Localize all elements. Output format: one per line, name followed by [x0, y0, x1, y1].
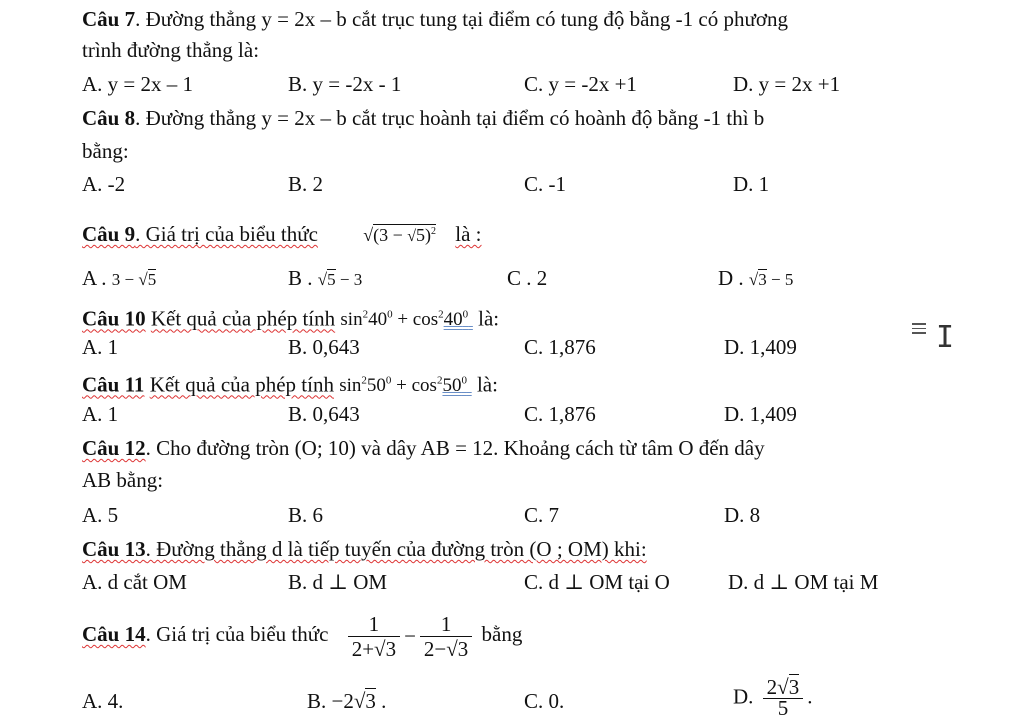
- q10-option-d: D. 1,409: [724, 335, 797, 359]
- q14-option-b-label: B.: [307, 689, 327, 713]
- q9-option-a-label: A .: [82, 266, 107, 290]
- q13-option-d: D. d ⊥ OM tại M: [728, 570, 879, 594]
- q14-option-c: C. 0.: [524, 689, 565, 713]
- q13-text: . Đường thẳng d là tiếp tuyến của đường tròn (O ; OM) khi:: [145, 537, 647, 561]
- q11-option-a: A. 1: [82, 402, 119, 426]
- q9-expression: $√(3 - √5)^2$: [363, 225, 437, 245]
- text-cursor-icon: I: [936, 320, 955, 355]
- q14-text: . Giá trị của biểu thức: [145, 622, 329, 646]
- q11-option-d: D. 1,409: [724, 402, 797, 426]
- q10-line: [82, 302, 499, 333]
- q14-option-d-label: D.: [733, 684, 754, 709]
- q7-number: Câu 7: [82, 7, 136, 31]
- q11-text: Kết quả của phép tính: [149, 372, 334, 397]
- q8-number: Câu 8: [82, 106, 136, 130]
- q7-option-d: D. y = 2x +1: [733, 72, 841, 96]
- q9-option-b: [288, 265, 362, 293]
- q8-option-b: B. 2: [288, 172, 324, 196]
- q12-number: Câu 12: [82, 436, 146, 460]
- q9-option-d-label: D .: [718, 266, 744, 290]
- q8-text1: . Đường thẳng y = 2x – b cắt trục hoành tại điểm có hoành độ bằng -1 thì b: [135, 106, 765, 130]
- q9-tail: là :: [455, 222, 482, 246]
- q14-option-b-math: −2√3 .: [331, 689, 387, 713]
- q11-tail: là:: [476, 372, 498, 397]
- q7-option-a: A. y = 2x – 1: [82, 72, 194, 96]
- q10-tail: là:: [478, 306, 500, 331]
- q8-line2: bằng:: [82, 139, 129, 163]
- q7-option-b: B. y = -2x - 1: [288, 72, 402, 96]
- q7-option-c: C. y = -2x +1: [524, 72, 637, 96]
- q14-option-a: A. 4.: [82, 689, 124, 713]
- q10-text: Kết quả của phép tính: [150, 306, 336, 331]
- q12-option-c: C. 7: [524, 503, 560, 527]
- q8-option-a: A. -2: [82, 172, 126, 196]
- q14-fraction-1: $\frac{1}{2+√3}$: [348, 612, 400, 661]
- q9-line: [82, 219, 482, 250]
- q10-option-a: A. 1: [82, 335, 119, 359]
- q13-option-b: B. d ⊥ OM: [288, 570, 388, 594]
- q10-option-b: B. 0,643: [288, 335, 360, 359]
- q8-option-c: C. -1: [524, 172, 566, 196]
- q12-line2: AB bằng:: [82, 468, 164, 492]
- q14-line: Câu 14. Giá trị của biểu thức $\frac{1}{2+√3}$ − $\frac{1}{2-√3}$ bằng: [82, 611, 523, 661]
- q11-line: [82, 368, 498, 399]
- q9-text: . Giá trị của biểu thức: [135, 222, 318, 246]
- q7-line1: [82, 6, 788, 32]
- q12-option-b: B. 6: [288, 503, 324, 527]
- q9-option-d: [718, 265, 793, 293]
- q9-option-c: C . 2: [507, 266, 548, 290]
- q14-fraction-2: $\frac{1}{2-√3}$: [420, 612, 472, 661]
- q9-option-b-math: √5 − 3: [317, 270, 363, 289]
- q11-expression: $\sin^250^0 + \cos^250^0$: [339, 375, 467, 397]
- q11-option-b: B. 0,643: [288, 402, 360, 426]
- q7-text1: . Đường thẳng y = 2x – b cắt trục tung tại điểm có tung độ bằng -1 có phương: [135, 7, 788, 31]
- text-cursor-lines-icon: [912, 323, 926, 337]
- q12-option-a: A. 5: [82, 503, 119, 527]
- q14-number: Câu 14: [82, 622, 146, 646]
- q10-number: Câu 10: [82, 306, 146, 331]
- q8-line1: [82, 105, 764, 131]
- q10-option-c: C. 1,876: [524, 335, 596, 359]
- q8-option-d: D. 1: [733, 172, 770, 196]
- q12-text1: . Cho đường tròn (O; 10) và dây AB = 12. Khoảng cách từ tâm O đến dây: [145, 436, 765, 460]
- q7-line2: trình đường thẳng là:: [82, 38, 260, 62]
- q14-option-d-math: $\frac{2√3}{5}$: [763, 676, 804, 717]
- q13-option-c: C. d ⊥ OM tại O: [524, 570, 670, 594]
- q14-option-d: D. $\frac{2√3}{5}$ .: [733, 675, 813, 720]
- q11-option-c: C. 1,876: [524, 402, 596, 426]
- q9-option-a: [82, 265, 156, 293]
- q14-tail: bằng: [481, 622, 523, 646]
- q12-option-d: D. 8: [724, 503, 761, 527]
- q11-number: Câu 11: [82, 372, 145, 397]
- q9-number: Câu 9: [82, 222, 136, 246]
- q9-option-d-math: √3 − 5: [748, 270, 794, 289]
- q13-number: Câu 13: [82, 537, 146, 561]
- q12-line1: [82, 435, 765, 461]
- q10-expression: $\sin^240^0 + \cos^240^0$: [340, 309, 469, 331]
- q13-line: [82, 536, 647, 562]
- q14-option-b: [307, 688, 386, 714]
- q9-option-b-label: B .: [288, 266, 313, 290]
- q9-option-a-math: 3 − √5: [111, 270, 157, 289]
- q13-option-a: A. d cắt OM: [82, 570, 187, 594]
